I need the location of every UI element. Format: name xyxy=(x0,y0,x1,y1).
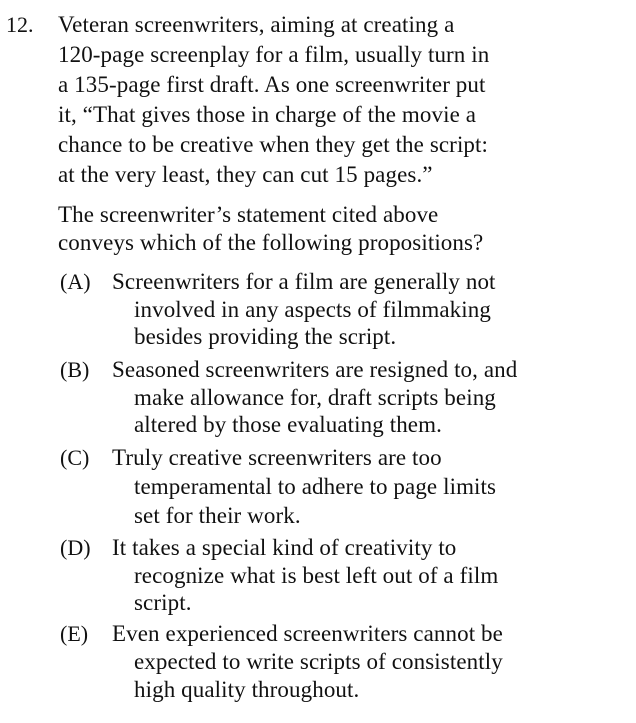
option-letter: (E) xyxy=(60,621,89,646)
option-text: script. xyxy=(134,590,192,615)
question-number: 12. xyxy=(6,12,34,37)
option-text: altered by those evaluating them. xyxy=(134,412,442,437)
option-text: Screenwriters for a film are generally not xyxy=(112,269,496,294)
stem-line: a 135-page first draft. As one screenwriter put xyxy=(58,72,486,97)
option-text: Truly creative screenwriters are too xyxy=(112,445,442,470)
option-letter: (C) xyxy=(60,445,90,470)
prompt-line: The screenwriter’s statement cited above xyxy=(58,202,439,227)
option-text: recognize what is best left out of a film xyxy=(134,563,499,588)
option-letter: (A) xyxy=(60,269,91,294)
option-text: Even experienced screenwriters cannot be xyxy=(112,621,503,646)
prompt-line: conveys which of the following propositions? xyxy=(58,230,484,255)
option-text: besides providing the script. xyxy=(134,324,397,349)
option-text: It takes a special kind of creativity to xyxy=(112,535,457,560)
option-text: expected to write scripts of consistently xyxy=(134,649,503,674)
option-letter: (B) xyxy=(60,357,90,382)
stem-line: chance to be creative when they get the script: xyxy=(58,132,489,157)
option-text: make allowance for, draft scripts being xyxy=(134,385,496,410)
option-text: Seasoned screenwriters are resigned to, and xyxy=(112,357,518,382)
option-text: temperamental to adhere to page limits xyxy=(134,474,497,499)
stem-line: at the very least, they can cut 15 pages.” xyxy=(58,162,433,187)
option-text: set for their work. xyxy=(134,503,301,528)
option-text: involved in any aspects of filmmaking xyxy=(134,297,491,322)
option-text: high quality throughout. xyxy=(134,677,360,702)
option-letter: (D) xyxy=(60,535,91,560)
stem-line: Veteran screenwriters, aiming at creating a xyxy=(58,12,455,37)
stem-line: it, “That gives those in charge of the movie a xyxy=(58,102,477,127)
stem-line: 120-page screenplay for a film, usually turn in xyxy=(58,42,490,67)
